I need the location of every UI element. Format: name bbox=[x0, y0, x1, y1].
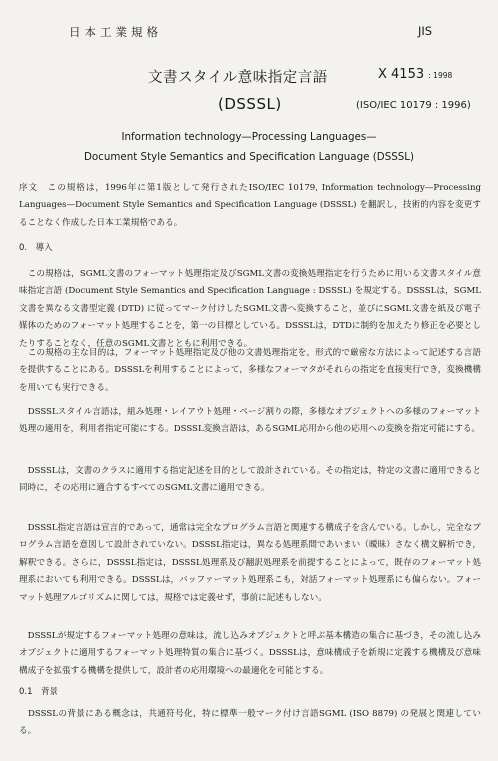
paragraph-background: DSSSLの背景にある概念は，共通符号化，特に標準一般マーク付け言語SGML (ISO 8879) の発展と関連している。 bbox=[19, 709, 481, 737]
paragraph-introduction-3: DSSSLスタイル言語は，組み処理・レイアウト処理・ページ割りの際，多様なオブジェクトへの多様のフォーマット処理の適用を，利用者指定可能にする。DSSSL変換言語は，あるSGML応用から他の応用への変換を指定可能にする。 bbox=[19, 407, 481, 435]
paragraph-introduction-4: DSSSLは，文書のクラスに適用する指定記述を目的として設計されている。その指定は，特定の文書に適用できると同時に，その応用に適合するすべてのSGML文書に適用できる。 bbox=[19, 466, 481, 494]
standard-number bbox=[378, 67, 452, 82]
paragraph-introduction-5: DSSSL指定言語は宣言的であって，通常は完全なプログラム言語と関連する構成子を含んでいる。しかし，完全なプログラム言語を意図して設計されていない。DSSSL指定は，異なる処理系間であいまい（曖昧）さなく構文解析でき，解釈できる。さらに，DSSSL指定は，DSSSL処理系及び翻訳処理系を前提することによって，既存のフォーマット処理系においても利用できる。DSSSLは，バッファーマット処理系こも，対話フォーマット処理系にも偏らない。フォーマット処理アルゴリズムに関しては，規格では定義せず，事前に記述もしない。 bbox=[19, 523, 481, 603]
english-title-line-2: Document Style Semantics and Specification Language (DSSSL) bbox=[83, 151, 415, 163]
section-0-heading: 0. 導入 bbox=[19, 243, 53, 253]
standard-code: X 4153 bbox=[378, 67, 425, 82]
paragraph-introduction-6: DSSSLが規定するフォーマット処理の意味は，流し込みオブジェクトと呼ぶ基本構造の集合に基づき，その流し込みオブジェクトに適用するフォーマット処理特質の集合に基づく。DSSSLは，意味構成子を新規に定義する機構及び意味構成子を拡張する機構を提供して，設計者の応用環境への最適化を可能とする。 bbox=[19, 631, 481, 676]
header-title: 日本工業規格 bbox=[69, 25, 162, 39]
document-title-japanese: 文書スタイル意味指定言語 bbox=[148, 70, 328, 86]
section-0-1-heading: 0.1 背景 bbox=[19, 687, 59, 697]
jis-mark: JIS bbox=[418, 24, 433, 38]
iso-reference: (ISO/IEC 10179 : 1996) bbox=[356, 100, 471, 111]
paragraph-introduction-1: この規格は，SGML文書のフォーマット処理指定及びSGML文書の変換処理指定を行うために用いる文書スタイル意味指定言語 (Document Style Semantics and Specification Language : DSSSL) を規定する。DSSSLは，SGML文書を異なる文書型定義 (DTD) に従ってマーク付けしたSGML文書へ変換すること，並びにSGML文書を紙及び電子媒体のためのフォーマット処理することを，第一の目標としている。DSSSLは，DTDに制約を加えたり修正を必要としたりすることなく，任意のSGML文書とともに利用できる。 bbox=[19, 269, 481, 349]
paragraph-introduction-2: この規格の主な目的は，フォーマット処理指定及び他の文書処理指定を，形式的で厳密な方法によって記述する言語を提供することにある。DSSSLを利用することによって，多様なフォーマタがそれらの指定を直接実行でき，変換機構を用いても実行できる。 bbox=[19, 348, 481, 393]
document-abbreviation: (DSSSL) bbox=[218, 95, 282, 113]
english-title-line-1: Information technology—Processing Languages— bbox=[121, 131, 377, 143]
preface-paragraph: 序文 この規格は，1996年に第1版として発行されたISO/IEC 10179, Information technology—Processing Languages—Document Style Semantics and Specification Language (DSSSL) を翻訳し，技術的内容を変更することなく作成した日本工業規格である。 bbox=[19, 183, 481, 228]
standard-year: : 1998 bbox=[428, 71, 453, 80]
